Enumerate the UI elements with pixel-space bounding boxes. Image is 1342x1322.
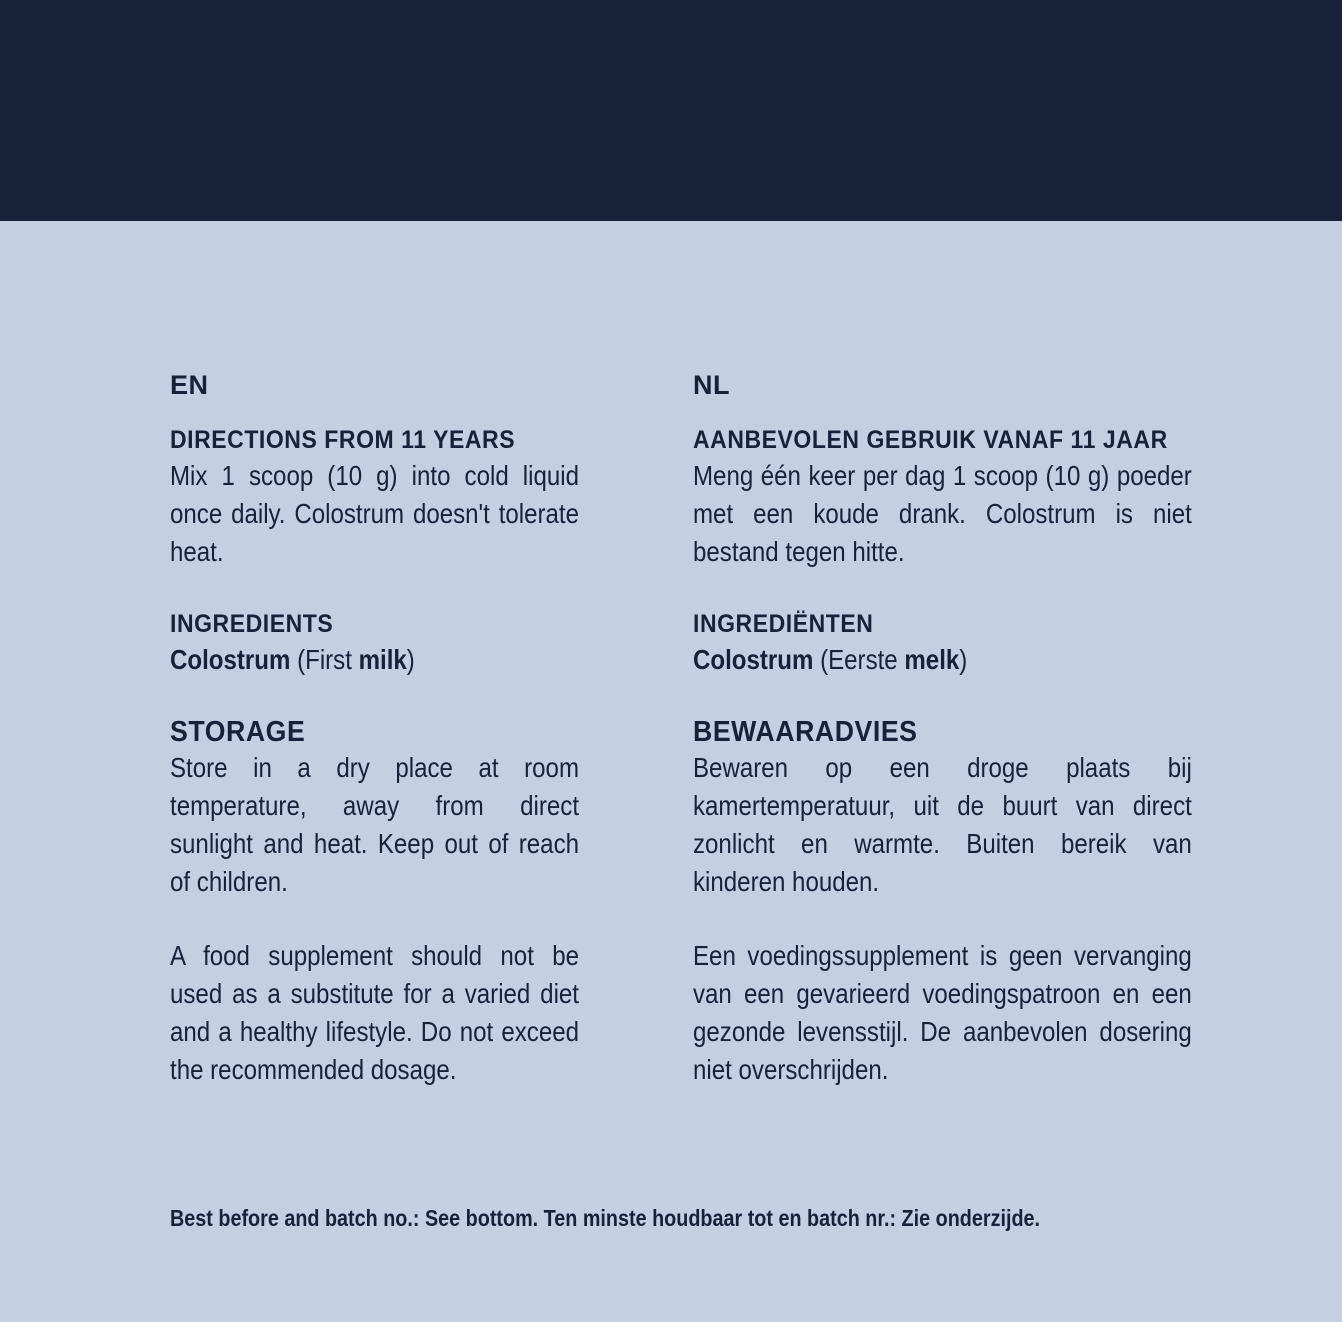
directions-text-en: Mix 1 scoop (10 g) into cold liquid once daily. Colostrum doesn't tolerate heat. — [170, 460, 580, 567]
ingredient-name-en: Colostrum — [170, 644, 291, 675]
directions-section-en — [170, 423, 580, 571]
top-color-band — [0, 0, 1342, 221]
best-before-footer: Best before and batch no.: See bottom. Ten minste houdbaar tot en batch nr.: Zie onderzijde. — [170, 1205, 1041, 1231]
ingredients-title-nl: INGREDIËNTEN — [693, 610, 874, 638]
ingredients-title-en: INGREDIENTS — [170, 610, 334, 638]
language-code-nl: NL — [693, 370, 730, 400]
directions-text-nl: Meng één keer per dag 1 scoop (10 g) poeder met een koude drank. Colostrum is niet bestand tegen hitte. — [693, 460, 1192, 567]
storage-text-nl: Bewaren op een droge plaats bij kamertemperatuur, uit de buurt van direct zonlicht en warmte. Buiten bereik van kinderen houden. — [693, 752, 1192, 897]
directions-section-nl — [693, 423, 1193, 571]
ingredient-name-nl: Colostrum — [693, 644, 814, 675]
storage-title-en: STORAGE — [170, 716, 306, 748]
english-column — [170, 366, 580, 1125]
ingredient-highlight-en: milk — [358, 644, 407, 675]
storage-section-nl — [693, 715, 1193, 901]
dutch-column — [693, 366, 1193, 1125]
notice-section-nl — [693, 937, 1193, 1089]
ingredient-paren-close-en: ) — [406, 644, 415, 675]
ingredients-section-nl — [693, 607, 1193, 679]
ingredient-paren-open-nl: (Eerste — [813, 644, 905, 675]
ingredients-list-nl — [693, 641, 1123, 679]
storage-section-en — [170, 715, 580, 901]
storage-title-nl: BEWAARADVIES — [693, 716, 918, 748]
ingredient-highlight-nl: melk — [904, 644, 960, 675]
ingredient-paren-open-en: (First — [290, 644, 359, 675]
directions-title-nl: AANBEVOLEN GEBRUIK VANAF 11 JAAR — [693, 426, 1168, 454]
ingredients-list-en — [170, 641, 523, 679]
storage-text-en: Store in a dry place at room temperature, away from direct sunlight and heat. Keep out of reach of children. — [170, 752, 580, 897]
supplement-notice-en: A food supplement should not be used as a substitute for a varied diet and a healthy lifestyle. Do not exceed the recommended dosage. — [170, 940, 580, 1085]
directions-title-en: DIRECTIONS FROM 11 YEARS — [170, 426, 516, 454]
notice-section-en — [170, 937, 580, 1089]
language-code-en: EN — [170, 370, 209, 400]
supplement-notice-nl: Een voedingssupplement is geen vervanging van een gevarieerd voedingspatroon en een gezonde levensstijl. De aanbevolen dosering niet overschrijden. — [693, 940, 1192, 1085]
ingredients-section-en — [170, 607, 580, 679]
ingredient-paren-close-nl: ) — [959, 644, 968, 675]
